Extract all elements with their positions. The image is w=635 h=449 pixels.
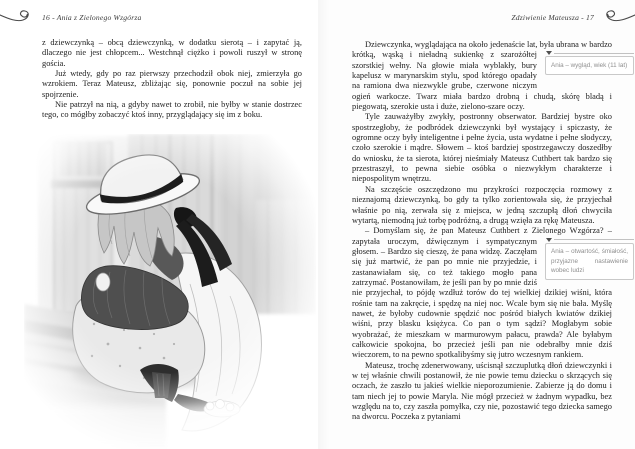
paragraph: z dziewczynką – obcą dziewczynką, w dodatku sierotą – i zapytać ją, dlaczego nie jest chłopcem... Westchnął ciężko i powoli ruszył w stronę gościa. bbox=[42, 38, 302, 68]
flourish-icon bbox=[597, 5, 635, 29]
note-text: Ania – wygląd, wiek (11 lat) bbox=[551, 61, 628, 69]
triangle-down-icon[interactable] bbox=[546, 238, 552, 242]
note-box[interactable] bbox=[545, 56, 634, 75]
flourish-icon bbox=[0, 5, 38, 29]
paragraph-text: – Domyślam się, że pan Mateusz Cuthbert z Zielonego Wzgórza? – bbox=[365, 226, 612, 236]
running-head-right: Zdziwienie Mateusza - 17 bbox=[511, 13, 594, 22]
note-box[interactable] bbox=[545, 243, 634, 281]
page-gutter bbox=[318, 0, 330, 449]
illustration-girl-at-station bbox=[24, 134, 316, 449]
left-page-text bbox=[42, 38, 302, 121]
note-rule bbox=[554, 239, 634, 240]
margin-note-appearance[interactable] bbox=[545, 50, 634, 75]
triangle-down-icon[interactable] bbox=[546, 51, 552, 55]
paragraph-text: Dziewczynka, wyglądająca na około jedenaście lat, była ubrana bbox=[365, 40, 582, 49]
paragraph bbox=[352, 40, 628, 112]
paragraph bbox=[352, 226, 628, 360]
right-page bbox=[318, 0, 635, 449]
running-head-left: 16 - Ania z Zielonego Wzgórza bbox=[42, 13, 142, 22]
paragraph: Już wtedy, gdy po raz pierwszy przechodził obok niej, zmierzyła go wzrokiem. Teraz Mateusz, zbliżając się, ponownie poczuł na sobie jej spojrzenie. bbox=[42, 69, 302, 99]
margin-note-personality[interactable] bbox=[545, 237, 634, 281]
paragraph-text: zapytała uroczym, dźwięcznym i sympatycznym głosem. – Bardzo się cieszę, że pana widzę. Zaczęłam się już martwić, że pan po mnie nie przyjedzie, i zastanawiałam się, co też takiego mogło pana zatrzymać. Postanowiłam, że jeśli pan by po mnie dziś nie przyjechał, to pójdę wzdłuż torów do tej wielkiej dzikiej wiśni, która rośnie tam na zakręcie, i spędzę na niej noc. Wcale bym się nie bała. Myślę nawet, że byłoby cudownie spędzić noc pośród białych kwiatów dzikiej wiśni, przy blasku księżyca. Co pan o tym sądzi? Mogłabym sobie wyobrażać, że mieszkam w marmurowym pałacu, prawda? Ale byłabym całkowicie spokojna, bo przecież jeśli pan nie odebrałby mnie dziś wieczorem, to na pewno spotkalibyśmy się jutro wczesnym rankiem. bbox=[352, 236, 612, 360]
right-page-text bbox=[352, 40, 628, 423]
note-rule bbox=[554, 53, 634, 54]
paragraph: Tyle zauważyłby zwykły, postronny obserwator. Bardziej bystre oko spostrzegłoby, że podbródek dziewczynki był wystający i spiczasty, że ogromne oczy były inteligentne i pełne życia, usta wydatne i pełne słodyczy, czoło szerokie i mądre. Słowem – ktoś bardziej spostrzegawczy doszedłby do wniosku, że ta sierota, której nieśmiały Mateusz Cuthbert tak bardzo się przestraszył, to pewna siebie osóbka o niezwykłym charakterze i niepospolitym wnętrzu. bbox=[352, 112, 612, 184]
paragraph: Nie patrzył na nią, a gdyby nawet to zrobił, nie byłby w stanie dostrzec tego, co mógłby zobaczyć ktoś inny, przyglądający się im z boku. bbox=[42, 100, 302, 120]
paragraph-text: w bardzo krótką, wąską i nieładną sukienkę z szarożółtej szorstkiej wełny. Na głowie miała wyblakły, bury kapelusz w marynarskim stylu, spod którego opadały na ramiona dwa niezwykle grube, czerwone niczym ogień warkocze. Twarz miała bardzo drobną i chudą, skórę bladą i piegowatą, szerokie usta i duże, zielono-szare oczy. bbox=[352, 40, 612, 112]
paragraph: Mateusz, trochę zdenerwowany, uścisnął szczuplutką dłoń dziewczynki i w tej właśnie chwili postanowił, że nie powie temu dziecku o skrzących się oczach, że zaszło tu jakieś wielkie nieporozumienie. Zabierze ją do domu i tam niech jej to powie Maryla. Nie mógł przecież w żadnym wypadku, bez względu na to, czy zaszła pomyłka, czy nie, pozostawić tego dziecka samego na dworcu. Poczeka z pytaniami bbox=[352, 360, 612, 422]
note-text: Ania – otwartość, śmiałość, przyjazne nastawienie wobec ludzi bbox=[551, 248, 628, 275]
paragraph: Na szczęście oszczędzono mu przykrości rozpoczęcia rozmowy z nieznajomą dziewczynką, bo gdy ta tylko zorientowała się, że przyjechał właśnie po nią, zerwała się z miejsca, w jedną szczupłą dłoń chwyciła wytartą, niemodną już torbę podróżną, a drugą wzięła za rękę Mateusza. bbox=[352, 184, 612, 225]
note-marker-row bbox=[546, 237, 634, 243]
